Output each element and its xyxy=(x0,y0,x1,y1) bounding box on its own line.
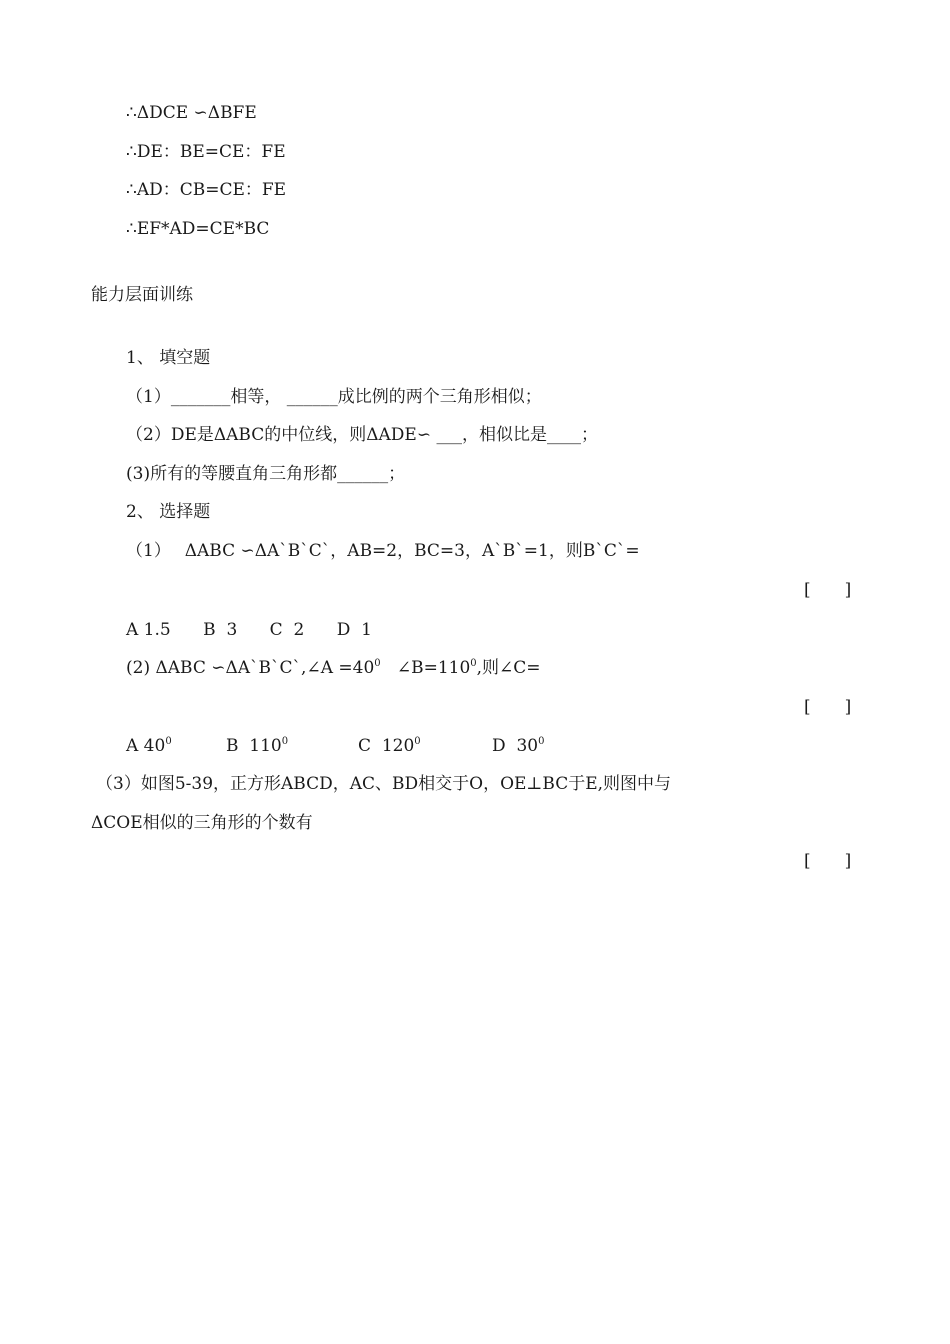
choice-question-2: (2) ΔABC ∽ΔA`B`C`,∠A $=40^0$ $\angle B=110^0$,则∠C= xyxy=(126,658,541,678)
answer-bracket-2: [ ] xyxy=(804,697,852,717)
proof-line-1: ∴ΔDCE ∽ΔBFE xyxy=(126,103,257,123)
choice-options-1: A 1.5 B 3 C 2 D 1 xyxy=(126,620,372,640)
choice-option-2c: C $120^0$ xyxy=(358,736,421,756)
choice-heading: 2、 选择题 xyxy=(126,502,211,522)
choice-question-3-line-2: ΔCOE相似的三角形的个数有 xyxy=(91,813,313,833)
choice-option-2a: A $40^0$ xyxy=(126,736,172,756)
choice-question-3-line-1: （3）如图5-39，正方形ABCD，AC、BD相交于O，OE⊥BC于E,则图中与 xyxy=(96,774,672,794)
fill-question-3: (3)所有的等腰直角三角形都______； xyxy=(126,464,406,484)
choice-option-2d: D $30^0$ xyxy=(492,736,545,756)
choice-option-2b: B $110^0$ xyxy=(226,736,289,756)
proof-line-4: ∴EF*AD=CE*BC xyxy=(126,219,270,239)
fill-question-2: （2）DE是ΔABC的中位线，则ΔADE∽ ___，相似比是____； xyxy=(126,425,598,445)
answer-bracket-3: [ ] xyxy=(804,851,852,871)
proof-line-3: ∴AD：CB=CE：FE xyxy=(126,180,287,200)
section-title: 能力层面训练 xyxy=(91,285,193,305)
fill-heading: 1、 填空题 xyxy=(126,348,211,368)
proof-line-2: ∴DE：BE=CE：FE xyxy=(126,142,286,162)
fill-question-1: （1）_______相等， ______成比例的两个三角形相似； xyxy=(126,387,542,407)
choice-question-1: （1） ΔABC ∽ΔA`B`C`，AB=2，BC=3，A`B`=1，则B`C`= xyxy=(126,541,640,561)
answer-bracket-1: [ ] xyxy=(804,580,852,600)
